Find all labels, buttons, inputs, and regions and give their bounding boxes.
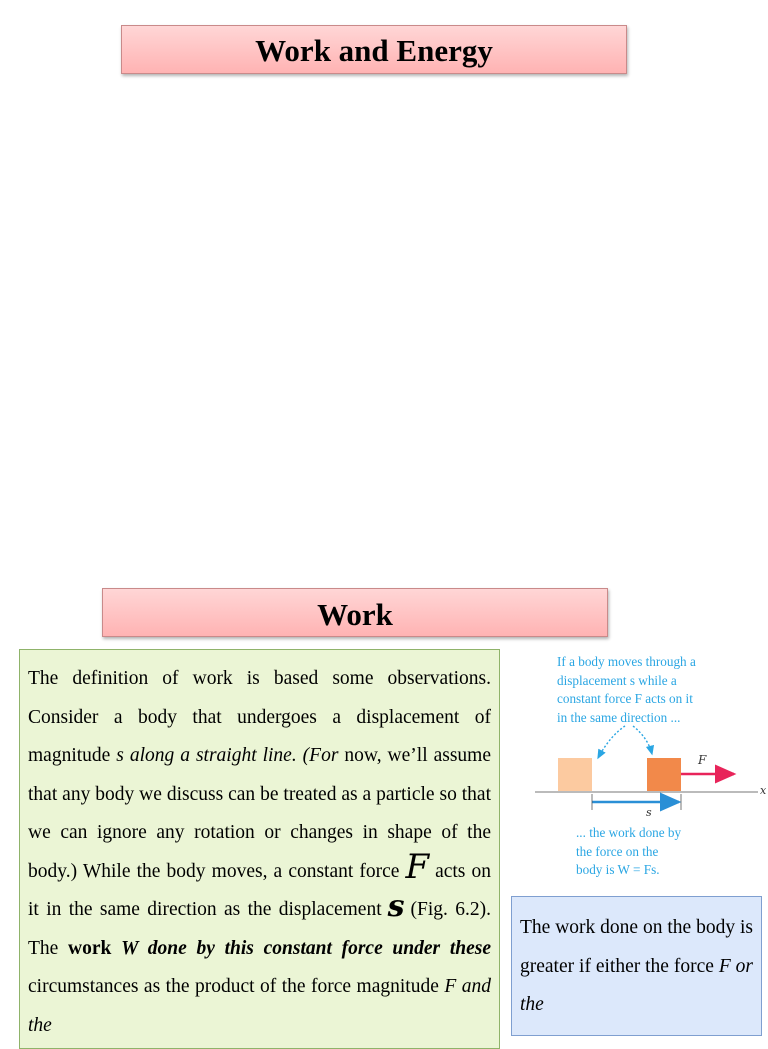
text-run: acts on it in the same direction as the displacement (28, 860, 491, 920)
section-title-text: Work (317, 597, 393, 632)
text-run: The work done on the body is greater if either the force (520, 917, 753, 977)
force-symbol: F (405, 846, 430, 887)
text-run: The definition of work is based some observations. Consider a body that undergoes a displacement of magnitude (28, 668, 491, 766)
text-run-italic: s along a straight line. (For (116, 745, 339, 766)
displacement-label: s (646, 806, 652, 819)
definition-text-box (19, 649, 500, 1049)
figure-caption-bottom: ... the work done by the force on the body is W = Fs. (576, 825, 682, 877)
figure-caption-top: If a body moves through a displacement s while a constant force F acts on it in the same direction ... (557, 654, 696, 725)
block-final (647, 758, 681, 791)
side-note-paragraph (520, 909, 753, 1025)
section-title (102, 588, 608, 637)
text-run: circumstances as the product of the force magnitude (28, 976, 445, 997)
definition-paragraph (28, 660, 491, 1045)
displacement-symbol: s (387, 889, 405, 924)
side-note-box (511, 896, 762, 1036)
text-run: now, we’ll assume that any body we discuss can be treated as a particle so that we can ignore any rotation or changes in shape of the body.) While the body moves, a constant force (28, 745, 491, 882)
work-figure (530, 648, 768, 888)
text-run-italic: or the (520, 955, 753, 1015)
force-label: F (698, 753, 707, 767)
block-initial (558, 758, 592, 791)
x-axis-label: x (760, 784, 767, 797)
slide-title-text: Work and Energy (255, 33, 493, 68)
text-run-bold: work (68, 937, 112, 959)
pointer-right-curve (633, 726, 652, 754)
text-run-italic: F (718, 955, 731, 977)
text-run-italic: F and the (28, 976, 491, 1036)
text-run: (Fig. 6.2). The (28, 899, 491, 959)
pointer-left-curve (598, 726, 625, 758)
slide-title (121, 25, 627, 74)
text-run-bold-italic: W done by this constant force under these (121, 937, 491, 959)
